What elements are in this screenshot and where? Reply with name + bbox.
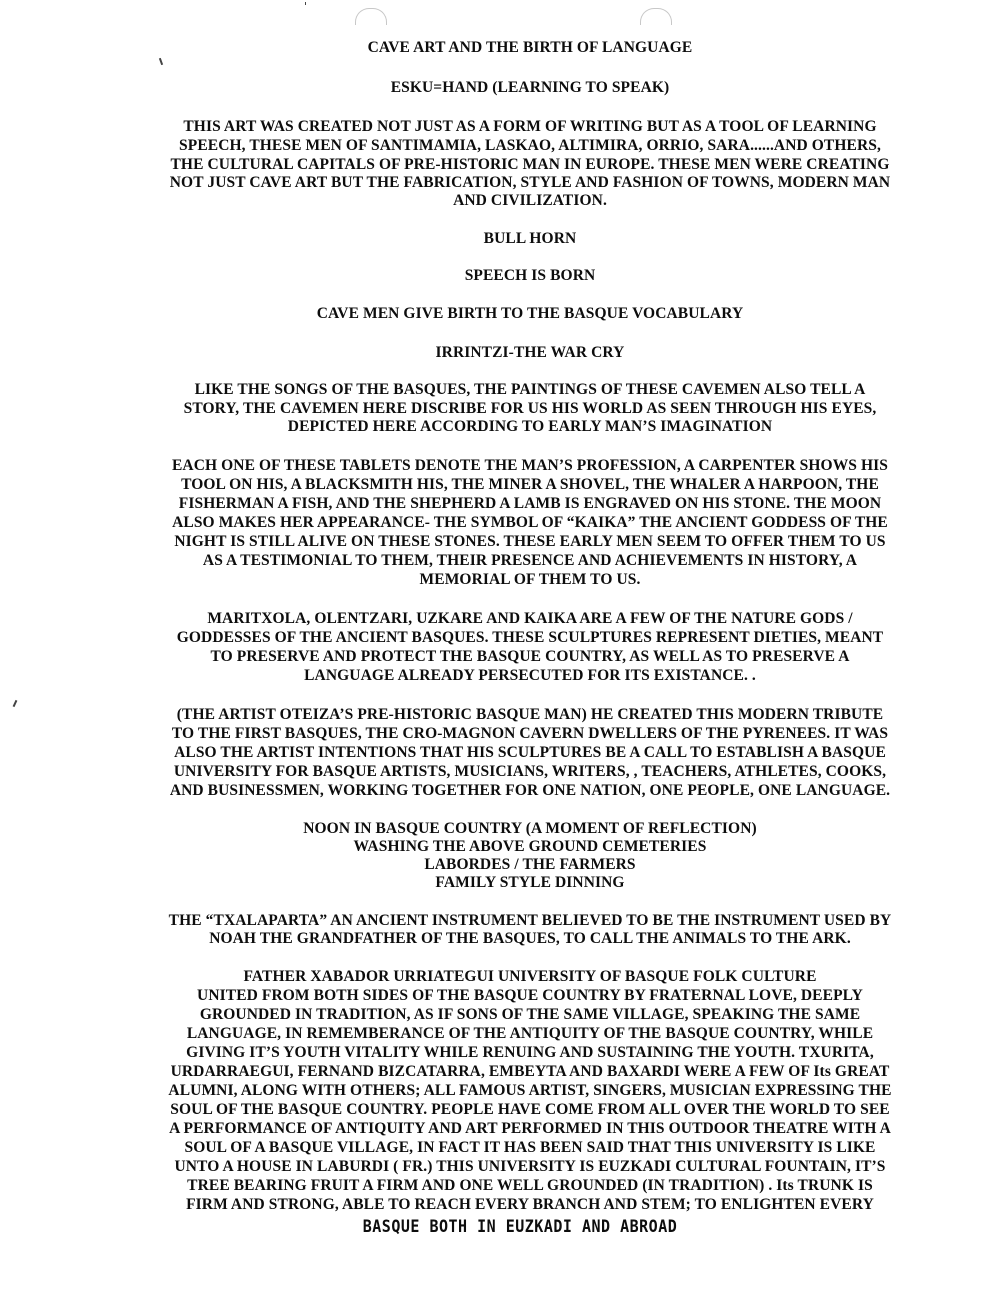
paragraph-line: LIKE THE SONGS OF THE BASQUES, THE PAINTINGS OF THESE CAVEMEN ALSO TELL A [194,381,866,398]
paragraph-line: FATHER XABADOR URRIATEGUI UNIVERSITY OF BASQUE FOLK CULTURE [243,968,817,985]
paragraph-line: (THE ARTIST OTEIZA’S PRE-HISTORIC BASQUE MAN) HE CREATED THIS MODERN TRIBUTE [176,706,884,723]
paragraph-line: TREE BEARING FRUIT A FIRM AND ONE WELL GROUNDED (IN TRADITION) . Its TRUNK IS [187,1177,873,1194]
paragraph-line: EACH ONE OF THESE TABLETS DENOTE THE MAN’S PROFESSION, A CARPENTER SHOWS HIS [171,457,889,474]
scan-hole-mark-left [355,8,387,25]
paragraph-line: LANGUAGE ALREADY PERSECUTED FOR ITS EXISTANCE. . [304,667,756,684]
paragraph-line: ALUMNI, ALONG WITH OTHERS; ALL FAMOUS ARTIST, SINGERS, MUSICIAN EXPRESSING THE [168,1082,892,1099]
paragraph-line: MEMORIAL OF THEM TO US. [419,571,641,588]
paragraph-line: TO THE FIRST BASQUES, THE CRO-MAGNON CAVERN DWELLERS OF THE PYRENEES. IT WAS [171,725,889,742]
paragraph-line: UNITED FROM BOTH SIDES OF THE BASQUE COUNTRY BY FRATERNAL LOVE, DEEPLY [197,987,863,1004]
paragraph-line: A PERFORMANCE OF ANTIQUITY AND ART PERFORMED IN THIS OUTDOOR THEATRE WITH A [169,1120,891,1137]
paragraph-line: NIGHT IS STILL ALIVE ON THESE STONES. THESE EARLY MEN SEEM TO OFFER THEM TO US [174,533,886,550]
paragraph-line: SPEECH, THESE MEN OF SANTIMAMIA, LASKAO, ALTIMIRA, ORRIO, SARA......AND OTHERS, [179,137,881,154]
paragraph-line: AND BUSINESSMEN, WORKING TOGETHER FOR ONE NATION, ONE PEOPLE, ONE LANGUAGE. [169,782,891,799]
heading-irrintzi: IRRINTZI-THE WAR CRY [435,344,625,361]
document-subtitle: ESKU=HAND (LEARNING TO SPEAK) [390,79,670,96]
paragraph-line: UNIVERSITY FOR BASQUE ARTISTS, MUSICIANS, WRITERS, , TEACHERS, ATHLETES, COOKS, [173,763,887,780]
paragraph-line: THE “TXALAPARTA” AN ANCIENT INSTRUMENT BELIEVED TO BE THE INSTRUMENT USED BY [168,912,892,929]
paragraph-line: MARITXOLA, OLENTZARI, UZKARE AND KAIKA ARE A FEW OF THE NATURE GODS / [207,610,853,627]
heading-bull-horn: BULL HORN [483,230,577,247]
paragraph-line: LANGUAGE, IN REMEMBERANCE OF THE ANTIQUITY OF THE BASQUE COUNTRY, WHILE [186,1025,874,1042]
paragraph-line: GROUNDED IN TRADITION, AS IF SONS OF THE SAME VILLAGE, SPEAKING THE SAME [199,1006,861,1023]
scan-speck [13,700,18,707]
caption-line: NOON IN BASQUE COUNTRY (A MOMENT OF REFLECTION) [303,820,757,837]
paragraph-line: THE CULTURAL CAPITALS OF PRE-HISTORIC MAN IN EUROPE. THESE MEN WERE CREATING [170,156,890,173]
scan-hole-mark-right [640,8,672,25]
paragraph-line: GODDESSES OF THE ANCIENT BASQUES. THESE SCULPTURES REPRESENT DIETIES, MEANT [176,629,884,646]
paragraph-line: UNTO A HOUSE IN LABURDI ( FR.) THIS UNIVERSITY IS EUZKADI CULTURAL FOUNTAIN, IT’S [174,1158,886,1175]
paragraph-line: GIVING IT’S YOUTH VITALITY WHILE RENUING AND SUSTAINING THE YOUTH. TXURITA, [186,1044,874,1061]
paragraph-line: NOAH THE GRANDFATHER OF THE BASQUES, TO CALL THE ANIMALS TO THE ARK. [209,930,851,947]
heading-vocabulary: CAVE MEN GIVE BIRTH TO THE BASQUE VOCABULARY [316,305,744,322]
paragraph-line: FISHERMAN A FISH, AND THE SHEPHERD A LAMB IS ENGRAVED ON HIS STONE. THE MOON [178,495,882,512]
caption-line: FAMILY STYLE DINNING [435,874,625,891]
caption-line: LABORDES / THE FARMERS [424,856,636,873]
handwritten-line: BASQUE BOTH IN EUZKADI AND ABROAD [362,1215,678,1237]
paragraph-line: AS A TESTIMONIAL TO THEM, THEIR PRESENCE AND ACHIEVEMENTS IN HISTORY, A [202,552,858,569]
scan-speck [159,58,163,65]
paragraph-line: STORY, THE CAVEMEN HERE DISCRIBE FOR US HIS WORLD AS SEEN THROUGH HIS EYES, [183,400,877,417]
scan-speck [305,2,306,5]
paragraph-line: TO PRESERVE AND PROTECT THE BASQUE COUNTRY, AS WELL AS TO PRESERVE A [210,648,850,665]
paragraph-line: ALSO THE ARTIST INTENTIONS THAT HIS SCULPTURES BE A CALL TO ESTABLISH A BASQUE [174,744,886,761]
paragraph-line: ALSO MAKES HER APPEARANCE- THE SYMBOL OF “KAIKA” THE ANCIENT GODDESS OF THE [172,514,888,531]
paragraph-line: URDARRAEGUI, FERNAND BIZCATARRA, EMBEYTA AND BAXARDI WERE A FEW OF Its GREAT [170,1063,890,1080]
paragraph-line: TOOL ON HIS, A BLACKSMITH HIS, THE MINER A SHOVEL, THE WHALER A HARPOON, THE [181,476,879,493]
heading-speech-is-born: SPEECH IS BORN [464,267,596,284]
caption-line: WASHING THE ABOVE GROUND CEMETERIES [353,838,707,855]
paragraph-line: NOT JUST CAVE ART BUT THE FABRICATION, STYLE AND FASHION OF TOWNS, MODERN MAN [169,174,891,191]
paragraph-line: THIS ART WAS CREATED NOT JUST AS A FORM OF WRITING BUT AS A TOOL OF LEARNING [183,118,877,135]
paragraph-line: DEPICTED HERE ACCORDING TO EARLY MAN’S IMAGINATION [287,418,773,435]
paragraph-line: FIRM AND STRONG, ABLE TO REACH EVERY BRANCH AND STEM; TO ENLIGHTEN EVERY [186,1196,874,1213]
paragraph-line: SOUL OF A BASQUE VILLAGE, IN FACT IT HAS BEEN SAID THAT THIS UNIVERSITY IS LIKE [184,1139,876,1156]
paragraph-line: AND CIVILIZATION. [453,192,607,209]
paragraph-line: SOUL OF THE BASQUE COUNTRY. PEOPLE HAVE COME FROM ALL OVER THE WORLD TO SEE [170,1101,890,1118]
document-title: CAVE ART AND THE BIRTH OF LANGUAGE [367,39,693,56]
